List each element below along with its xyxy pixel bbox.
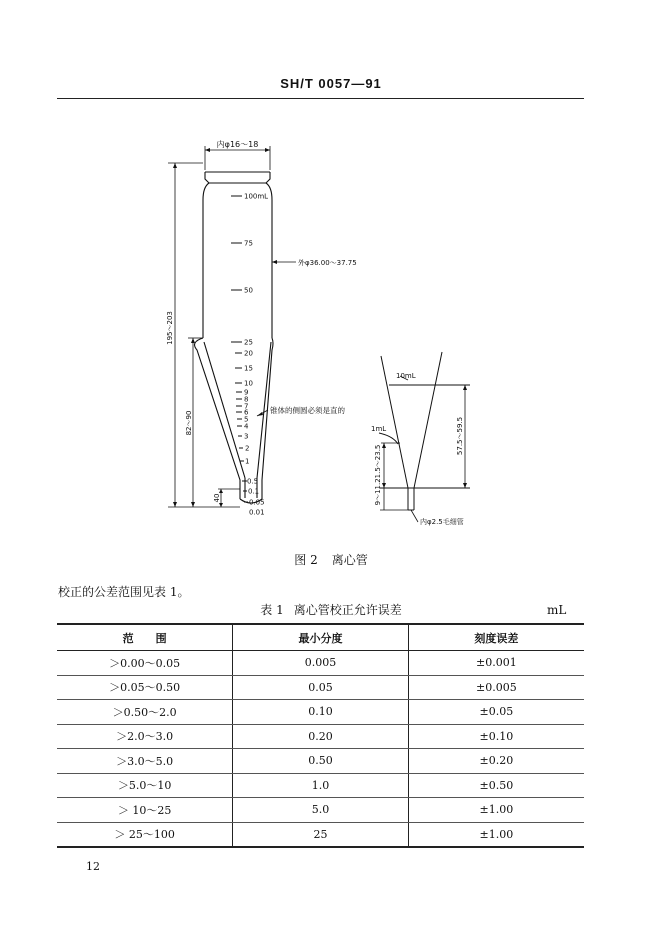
table-row [57, 798, 584, 823]
scale-labels [244, 193, 268, 517]
table-unit: mL [547, 603, 567, 617]
column-header-min-division: 最小分度 [233, 624, 409, 651]
scale-label: 15 [244, 364, 253, 373]
scale-label: 20 [244, 349, 253, 358]
table-row [57, 822, 584, 847]
table-row [57, 675, 584, 700]
cell-range: ＞3.0～5.0 [57, 749, 233, 774]
cell-scale-error: ±0.05 [408, 700, 584, 725]
intro-paragraph: 校正的公差范围见表 1。 [58, 585, 190, 599]
column-header-scale-error: 刻度误差 [408, 624, 584, 651]
scale-label: 100mL [244, 192, 269, 201]
cell-range: ＞5.0～10 [57, 773, 233, 798]
detail-10ml-label: 10mL [396, 372, 416, 380]
cell-scale-error: ±0.50 [408, 773, 584, 798]
figure-caption-title: 离心管 [331, 553, 368, 567]
table-row [57, 724, 584, 749]
cell-min-division: 1.0 [233, 773, 409, 798]
scale-label: 0.1 [248, 487, 260, 496]
tube-outline [195, 172, 273, 503]
scale-label: 6 [244, 408, 249, 417]
cell-range: ＞0.00～0.05 [57, 651, 233, 676]
cell-scale-error: ±1.00 [408, 798, 584, 823]
scale-label: 50 [244, 286, 253, 295]
tolerance-table [57, 623, 584, 848]
tip-detail-labels [371, 372, 464, 526]
cell-min-division: 5.0 [233, 798, 409, 823]
cell-range: ＞ 25～100 [57, 822, 233, 847]
table-row [57, 700, 584, 725]
capillary-label: 内φ2.5毛细管 [420, 518, 464, 526]
cell-scale-error: ±0.20 [408, 749, 584, 774]
tip-detail-dimensions [380, 376, 467, 522]
scale-label: 1 [245, 457, 250, 466]
outer-diameter-label: 外φ36.00～37.75 [298, 259, 357, 267]
dimension-lines [168, 146, 296, 507]
detail-dim-upper-label: 57.5～59.5 [456, 416, 464, 456]
cell-range: ＞2.0～3.0 [57, 724, 233, 749]
scale-label: 25 [244, 338, 253, 347]
scale-label: 10 [244, 379, 253, 388]
total-height-label: 195～203 [166, 311, 174, 345]
tip-height-label: 40 [213, 493, 221, 503]
standard-code-header: SH/T 0057—91 [280, 76, 382, 91]
cell-scale-error: ±1.00 [408, 822, 584, 847]
scale-label: 75 [244, 239, 253, 248]
cell-min-division: 0.20 [233, 724, 409, 749]
figure-caption [0, 551, 662, 568]
page-number: 12 [86, 860, 100, 873]
scale-label: 8 [244, 395, 249, 404]
inner-diameter-label: 内φ16～18 [216, 140, 259, 149]
cell-min-division: 0.50 [233, 749, 409, 774]
cell-scale-error: ±0.001 [408, 651, 584, 676]
scale-label: 3 [244, 432, 249, 441]
detail-1ml-label: 1mL [371, 425, 387, 433]
scale-label: 9 [244, 388, 249, 397]
detail-dim-lower-label: 9～11.21.5～23.5 [374, 444, 382, 506]
scale-label: 7 [244, 402, 249, 411]
table-caption-title: 离心管校正允许误差 [293, 603, 402, 617]
scale-label: 0.5 [247, 477, 259, 486]
cell-min-division: 0.10 [233, 700, 409, 725]
scale-label: 4 [244, 422, 249, 431]
cell-min-division: 0.005 [233, 651, 409, 676]
cell-min-division: 0.05 [233, 675, 409, 700]
cell-scale-error: ±0.10 [408, 724, 584, 749]
cell-range: ＞0.50～2.0 [57, 700, 233, 725]
cell-scale-error: ±0.005 [408, 675, 584, 700]
cell-range: ＞0.05～0.50 [57, 675, 233, 700]
cone-height-label: 82～90 [185, 410, 193, 436]
cell-range: ＞ 10～25 [57, 798, 233, 823]
cone-note-label: 锥体的侧圆必须是直的 [270, 406, 345, 415]
table-row [57, 773, 584, 798]
scale-label: 5 [244, 415, 249, 424]
cell-min-division: 25 [233, 822, 409, 847]
table-caption-number: 表 1 [260, 603, 284, 617]
column-header-range: 范 围 [57, 624, 233, 651]
table-header-row [57, 624, 584, 651]
scale-label: 0.01 [249, 508, 265, 517]
table-row [57, 749, 584, 774]
table-row [57, 651, 584, 676]
scale-label: 0.05 [249, 498, 265, 507]
figure-caption-number: 图 2 [294, 553, 318, 567]
scale-label: 2 [245, 444, 250, 453]
